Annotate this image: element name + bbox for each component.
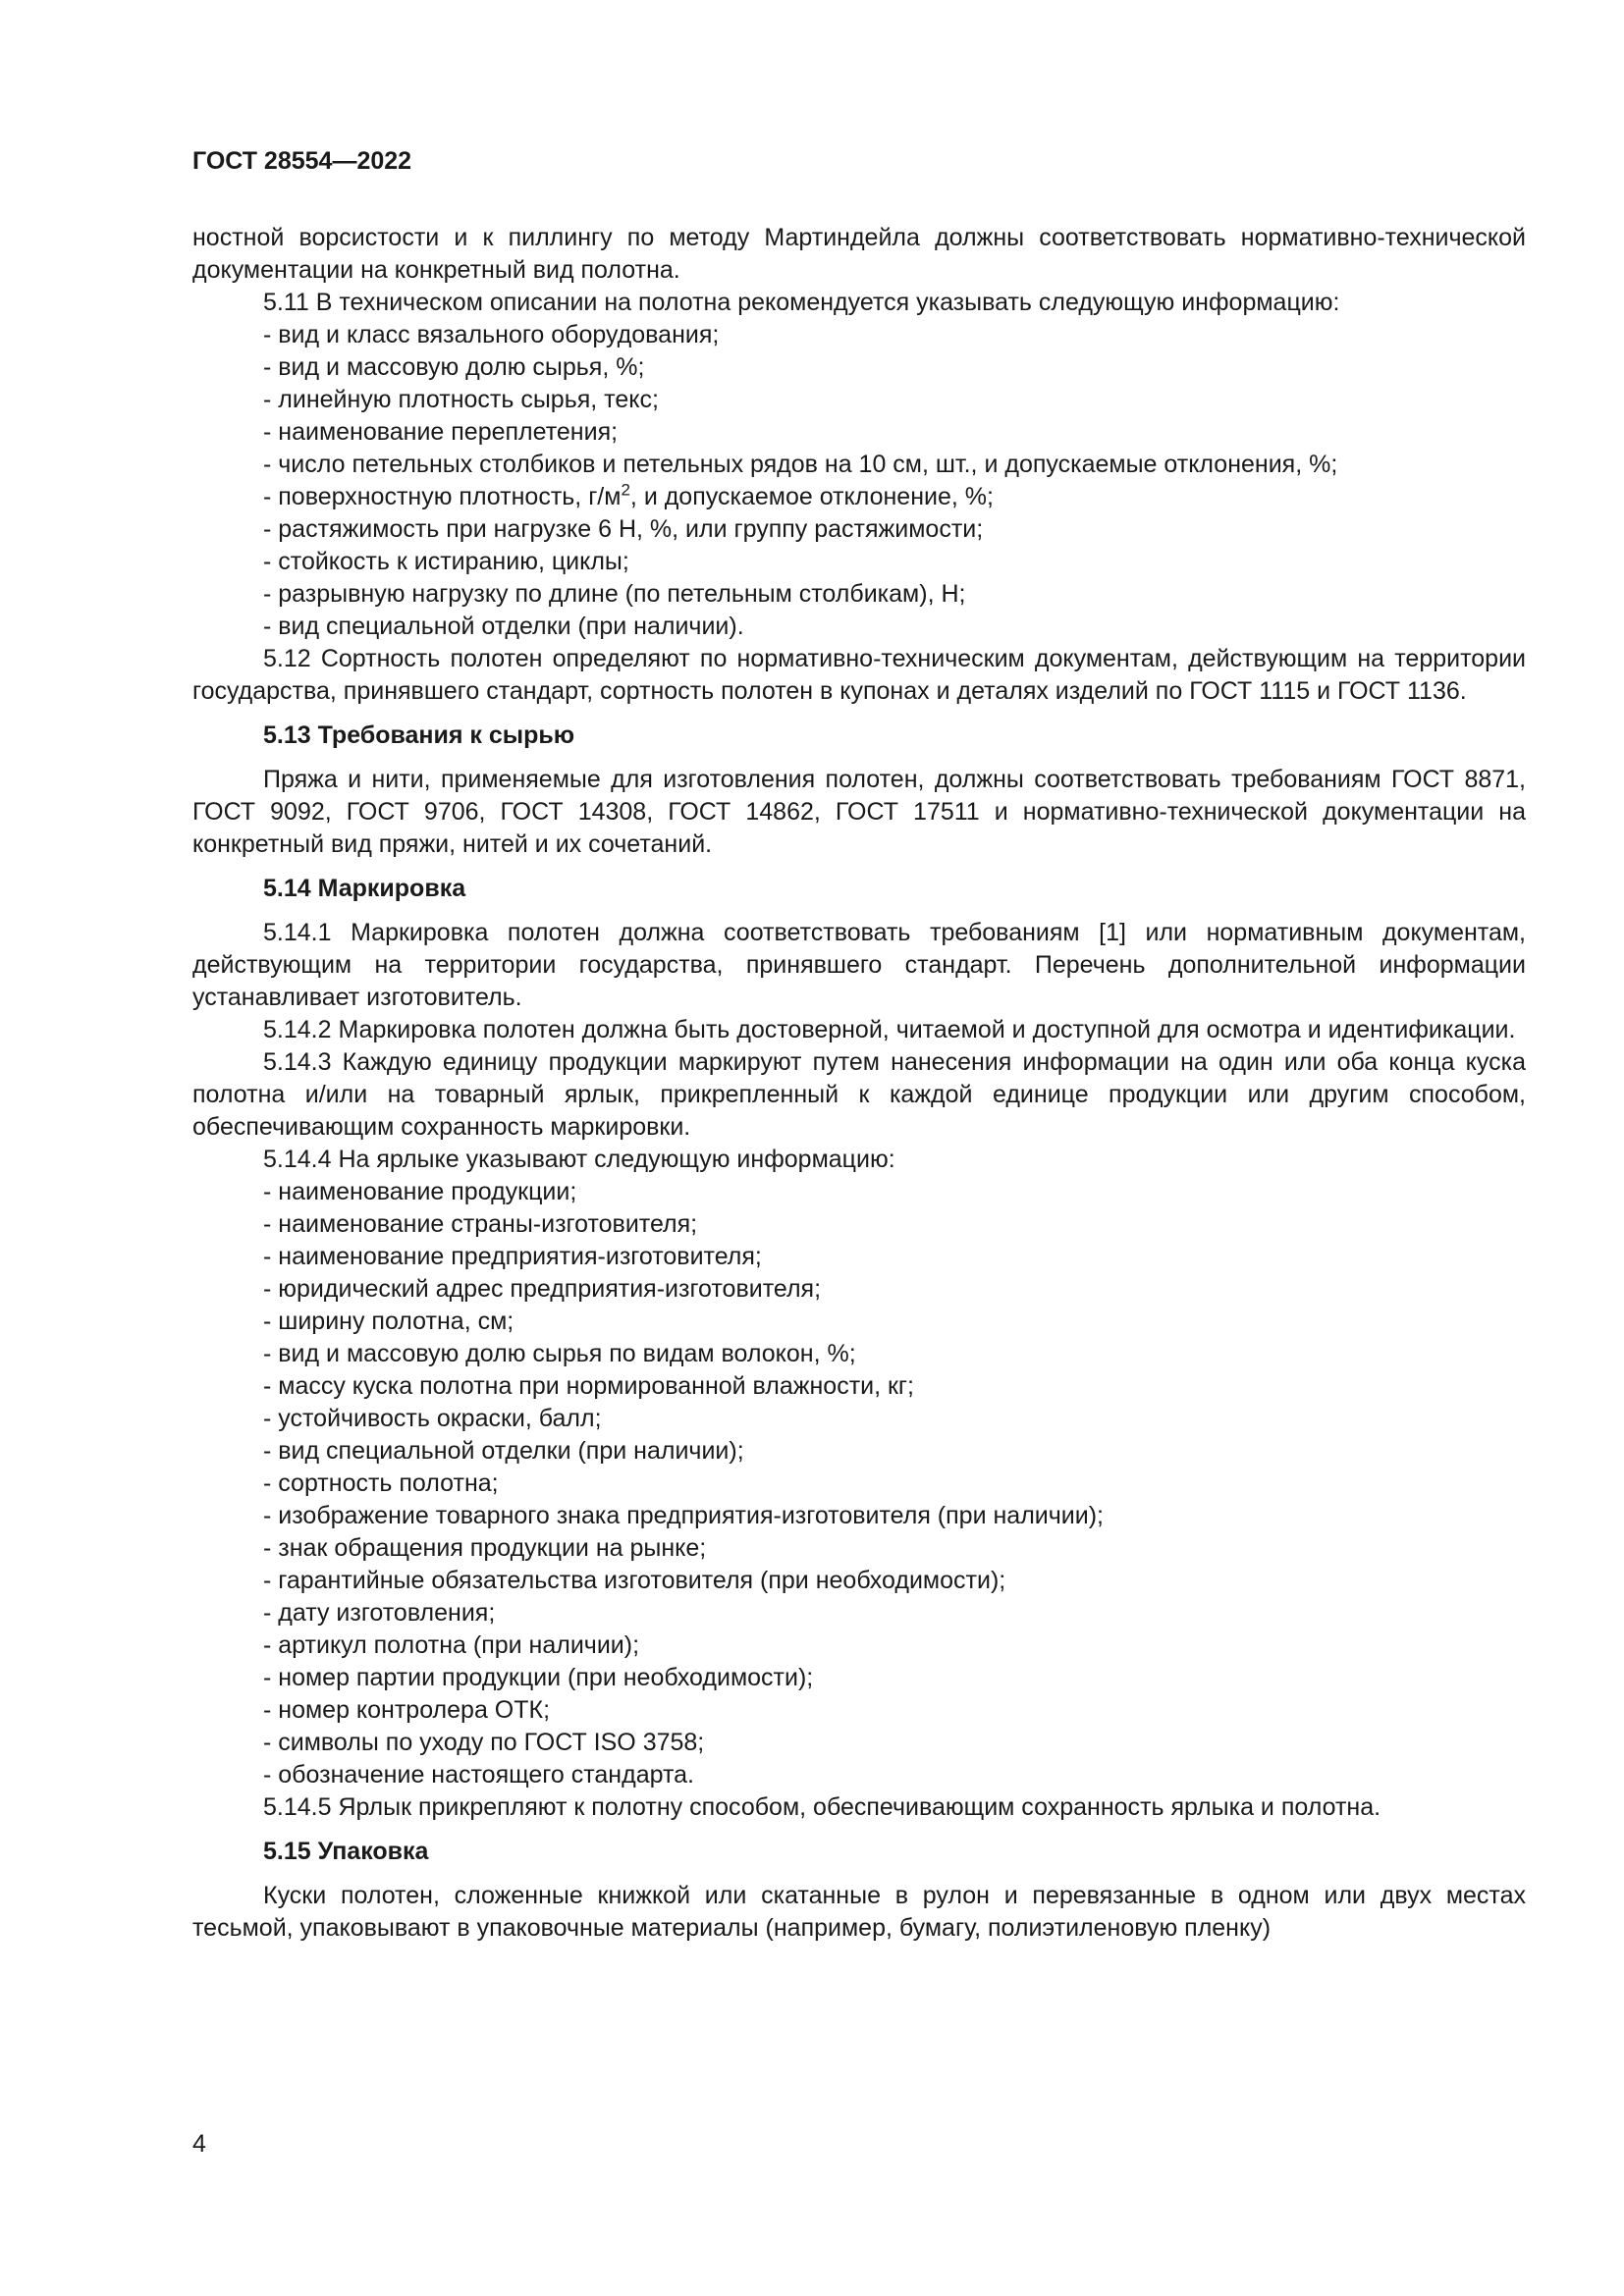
section-5-15-text: Куски полотен, сложенные книжкой или скатанные в рулон и перевязанные в одном или двух местах тесьмой, упаковывают в упаковочные материалы (например, бумагу, полиэтиленовую пленку) xyxy=(192,1882,1526,1942)
list-item: - наименование предприятия-изготовителя; xyxy=(263,1243,762,1270)
list-item: - юридический адрес предприятия-изготовителя; xyxy=(263,1275,822,1303)
section-heading-5-15: 5.15 Упаковка xyxy=(263,1838,429,1865)
density-text-after: , и допускаемое отклонение, %; xyxy=(629,483,994,510)
list-item: - разрывную нагрузку по длине (по петельным столбикам), Н; xyxy=(263,580,966,608)
list-item: - гарантийные обязательства изготовителя (при необходимости); xyxy=(263,1567,1006,1594)
list-item: - вид и массовую долю сырья по видам волокон, %; xyxy=(263,1340,856,1367)
list-item: - устойчивость окраски, балл; xyxy=(263,1405,602,1432)
section-heading-5-14: 5.14 Маркировка xyxy=(263,875,466,902)
document-body xyxy=(192,222,1526,1945)
superscript: 2 xyxy=(621,480,630,500)
list-item: - вид специальной отделки (при наличии); xyxy=(263,1437,744,1465)
list-item: - наименование переплетения; xyxy=(263,418,619,446)
list-item: - обозначение настоящего стандарта. xyxy=(263,1761,694,1789)
list-item: - ширину полотна, см; xyxy=(263,1308,514,1335)
intro-paragraph: ностной ворсистости и к пиллингу по методу Мартиндейла должны соответствовать нормативно-технической документации на конкретный вид полотна. xyxy=(192,224,1526,284)
list-item: - массу куска полотна при нормированной влажности, кг; xyxy=(263,1372,915,1400)
list-item: - знак обращения продукции на рынке; xyxy=(263,1534,707,1562)
list-item: - растяжимость при нагрузке 6 Н, %, или группу растяжимости; xyxy=(263,515,984,543)
list-item: - вид и массовую долю сырья, %; xyxy=(263,353,645,381)
clause-5-11: 5.11 В техническом описании на полотна рекомендуется указывать следующую информацию: xyxy=(263,289,1340,316)
clause-5-12: 5.12 Сортность полотен определяют по нормативно-техническим документам, действующим на территории государства, принявшего стандарт, сортность полотен в купонах и деталях изделий по ГОСТ 1115 и ГОСТ 1136. xyxy=(192,645,1526,705)
density-text-before: - поверхностную плотность, г/м xyxy=(263,483,622,510)
list-item: - вид специальной отделки (при наличии). xyxy=(263,613,744,640)
document-header: ГОСТ 28554—2022 xyxy=(192,147,412,175)
list-item: - наименование страны-изготовителя; xyxy=(263,1210,698,1238)
section-heading-5-13: 5.13 Требования к сырью xyxy=(263,721,575,749)
list-item: - стойкость к истиранию, циклы; xyxy=(263,548,629,575)
clause-5-14-2: 5.14.2 Маркировка полотен должна быть достоверной, читаемой и доступной для осмотра и идентификации. xyxy=(263,1016,1516,1043)
list-item: - наименование продукции; xyxy=(263,1178,577,1205)
list-item: - номер контролера ОТК; xyxy=(263,1696,551,1724)
clause-5-14-4: 5.14.4 На ярлыке указывают следующую информацию: xyxy=(263,1146,895,1173)
list-item: - дату изготовления; xyxy=(263,1599,496,1627)
section-5-13-text: Пряжа и нити, применяемые для изготовления полотен, должны соответствовать требованиям ГОСТ 8871, ГОСТ 9092, ГОСТ 9706, ГОСТ 14308, ГОСТ 14862, ГОСТ 17511 и нормативно-технической документации на конкретный вид пряжи, нитей и их сочетаний. xyxy=(192,766,1526,858)
clause-5-14-1: 5.14.1 Маркировка полотен должна соответствовать требованиям [1] или нормативным документам, действующим на территории государства, принявшего стандарт. Перечень дополнительной информации устанавливает изготовитель. xyxy=(192,919,1526,1011)
list-item: - число петельных столбиков и петельных рядов на 10 см, шт., и допускаемые отклонения, %; xyxy=(263,451,1338,478)
list-item: - номер партии продукции (при необходимости); xyxy=(263,1664,814,1691)
list-item-surface-density xyxy=(192,481,1526,513)
clause-5-14-3: 5.14.3 Каждую единицу продукции маркируют путем нанесения информации на один или оба конца куска полотна и/или на товарный ярлык, прикрепленный к каждой единице продукции или другим способом, обеспечивающим сохранность маркировки. xyxy=(192,1048,1526,1141)
list-item: - символы по уходу по ГОСТ ISO 3758; xyxy=(263,1729,705,1756)
list-item: - изображение товарного знака предприятия-изготовителя (при наличии); xyxy=(263,1502,1104,1529)
list-item: - сортность полотна; xyxy=(263,1469,499,1497)
list-item: - линейную плотность сырья, текс; xyxy=(263,386,659,413)
clause-5-14-5: 5.14.5 Ярлык прикрепляют к полотну способом, обеспечивающим сохранность ярлыка и полотна. xyxy=(263,1793,1381,1821)
list-item: - вид и класс вязального оборудования; xyxy=(263,321,720,348)
list-item: - артикул полотна (при наличии); xyxy=(263,1631,640,1659)
page-number: 4 xyxy=(192,2130,206,2158)
